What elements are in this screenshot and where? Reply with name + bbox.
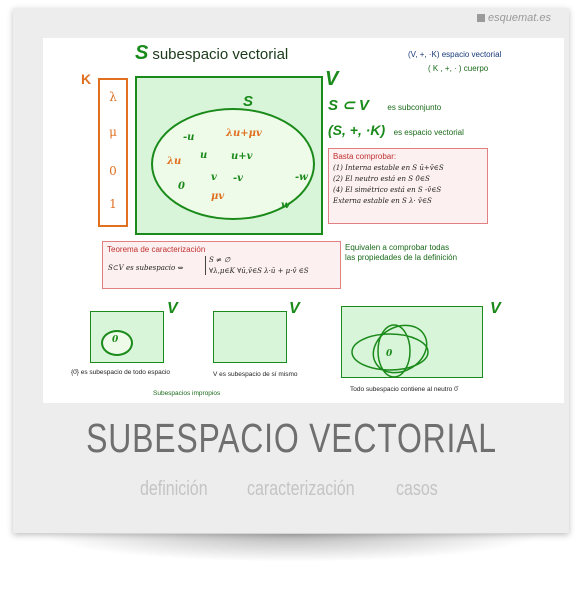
vector-element: 0 xyxy=(178,181,185,192)
title-symbol: S xyxy=(135,42,149,64)
subtitle-casos: casos xyxy=(396,478,438,500)
subset-symbol: S ⊂ V xyxy=(328,97,369,114)
v-label: V xyxy=(167,300,178,317)
case-neutral-box xyxy=(341,306,483,378)
vector-element: λu xyxy=(167,156,182,167)
s-label: S xyxy=(243,93,254,110)
basta-line: Externa estable en S λ· v̄∈S xyxy=(333,197,432,205)
vector-element: λu+μv xyxy=(226,128,262,139)
main-title: SUBESPACIO VECTORIAL xyxy=(86,415,497,461)
brand-icon xyxy=(477,14,485,22)
vector-element: μv xyxy=(211,191,225,202)
k-element: 1 xyxy=(109,197,117,211)
subspace-ellipse xyxy=(365,316,435,377)
subset-text: es subconjunto xyxy=(387,103,442,112)
caption-improper: Subespacios impropios xyxy=(153,390,221,397)
k-element: 0 xyxy=(109,164,117,178)
v-label: V xyxy=(289,300,300,317)
basta-line: (2) El neutro está en S 0̄∈S xyxy=(333,175,430,183)
k-element: μ xyxy=(109,125,117,139)
space-statement xyxy=(328,122,464,140)
teorema-box xyxy=(102,241,341,289)
vector-element: -w xyxy=(295,172,308,183)
equivalen-line-2: las propiedades de la definición xyxy=(345,253,458,262)
v-label: V xyxy=(490,300,501,317)
brand-logo xyxy=(477,12,551,24)
basta-heading: Basta comprobar: xyxy=(333,152,397,161)
equivalen-line-1: Equivalen a comprobar todas xyxy=(345,243,450,252)
teorema-conditions xyxy=(205,256,339,275)
space-text: es espacio vectorial xyxy=(393,128,464,137)
k-element: λ xyxy=(109,90,117,104)
teorema-left: S⊂V es subespacio ⇔ xyxy=(108,264,184,272)
field-note: ( K , +, · ) cuerpo xyxy=(428,64,489,73)
vector-element: -u xyxy=(183,132,195,143)
overlapping-subspaces-figure xyxy=(342,307,482,377)
basta-line: (1) Interna estable en S ū+v̄∈S xyxy=(333,164,444,172)
zero-label: 0 xyxy=(386,349,393,359)
caption-zero: {0̄} es subespacio de todo espacio xyxy=(71,369,171,376)
subtitle-caracterizacion: caracterización xyxy=(247,478,355,500)
caption-neutral: Todo subespacio contiene al neutro 0̄ xyxy=(350,386,458,393)
title-text: subespacio vectorial xyxy=(152,46,289,63)
vector-element: w xyxy=(281,200,290,211)
vector-space-note: (V, +, ·K) espacio vectorial xyxy=(408,50,502,59)
k-label: K xyxy=(81,71,92,87)
teorema-cond2: ∀λ,μ∈K ∀ū,v̄∈S λ·ū + μ·v̄ ∈S xyxy=(209,267,309,275)
v-label: V xyxy=(325,68,339,90)
teorema-heading: Teorema de caracterización xyxy=(107,245,206,254)
subtitle-definicion: definición xyxy=(140,478,208,500)
basta-line: (4) El simétrico está en S -v̄∈S xyxy=(333,186,442,194)
vector-element: -v xyxy=(233,173,243,184)
poster-card xyxy=(13,8,569,533)
card-shadow xyxy=(40,534,543,562)
caption-whole: V es subespacio de sí mismo xyxy=(213,371,298,378)
brand-suffix: .es xyxy=(536,12,551,24)
subset-statement xyxy=(328,96,441,115)
zero-label: 0 xyxy=(112,335,119,345)
brand-name: esquemat xyxy=(488,12,537,24)
k-set-box xyxy=(98,78,128,227)
case-whole-box xyxy=(213,311,287,363)
vector-element: v xyxy=(211,172,217,183)
slide-title xyxy=(135,42,288,65)
space-symbol: (S, +, ·K) xyxy=(328,122,386,138)
basta-comprobar-box xyxy=(328,148,488,224)
vector-element: u xyxy=(200,150,208,161)
teorema-cond1: S ≠ ∅ xyxy=(209,256,231,264)
concept-slide xyxy=(43,38,564,403)
vector-element: u+v xyxy=(231,151,253,162)
